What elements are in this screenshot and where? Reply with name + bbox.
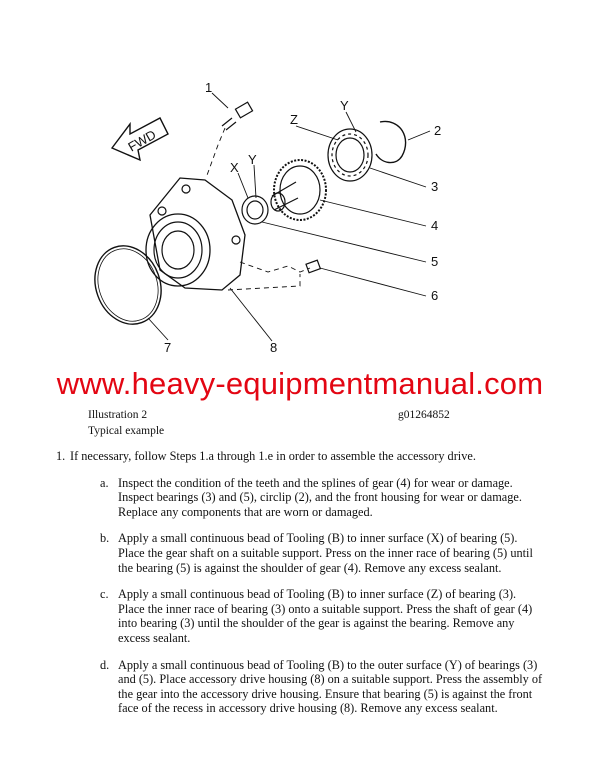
accessory-drive-housing [146, 178, 245, 290]
fwd-label: FWD [125, 126, 159, 155]
step-text: If necessary, follow Steps 1.a through 1.e in order to assemble the accessory drive. [70, 449, 476, 463]
callout-4: 4 [431, 218, 439, 233]
callout-y-lower: Y [248, 152, 257, 167]
substep-d [100, 658, 544, 716]
callout-3: 3 [431, 179, 439, 194]
callout-2: 2 [434, 123, 442, 138]
callout-y-upper: Y [340, 98, 349, 113]
callout-8: 8 [270, 340, 278, 355]
substep-label: c. [100, 587, 109, 602]
substep-label: d. [100, 657, 110, 672]
circlip [376, 121, 406, 162]
graphic-id: g01264852 [398, 409, 450, 421]
substep-b [100, 531, 544, 575]
figure-caption [88, 407, 448, 439]
callout-z: Z [290, 112, 298, 127]
bolt-6 [306, 260, 320, 273]
substep-label: b. [100, 531, 110, 546]
substep-text: Inspect the condition of the teeth and the splines of gear (4) for wear or damage. Inspect bearings (3) and (5), circlip (2), and the front housing for wear or damage. Replace any components that are worn or damaged. [118, 475, 522, 519]
gear-4 [271, 160, 326, 220]
callout-7: 7 [164, 340, 172, 355]
substep-text: Apply a small continuous bead of Tooling (B) to the outer surface (Y) of bearings (3) and (5). Place accessory drive housing (8) on a suitable support. Press the assembly of the gear into the accessory drive housing. Ensure that bearing (5) is against the front face of the recess in accessory drive housing (8). Remove any excess sealant. [118, 657, 543, 716]
step-number: 1. [56, 449, 66, 463]
exploded-view-illustration [0, 0, 600, 370]
callout-1: 1 [205, 80, 213, 95]
watermark-url: www.heavy-equipmentmanual.com [56, 366, 544, 401]
step-1 [56, 449, 544, 464]
illustration-subtitle: Typical example [88, 425, 165, 437]
callout-5: 5 [431, 254, 439, 269]
substep-text: Apply a small continuous bead of Tooling (B) to inner surface (Z) of bearing (3). Place the inner race of bearing (3) onto a suitable support. Press the shaft of gear (4) into bearing (3) until the shoulder of the gear is against the bearing. Remove any excess sealant. [118, 587, 533, 645]
illustration-label: Illustration 2 [88, 409, 148, 421]
procedure [56, 449, 544, 716]
substep-label: a. [100, 475, 109, 490]
substep-text: Apply a small continuous bead of Tooling (B) to inner surface (X) of bearing (5). Place the gear shaft on a suitable support. Press on the inner race of bearing (5) until the bearing (5) is against the shoulder of gear (4). Remove any excess sealant. [118, 531, 533, 575]
callout-x: X [230, 160, 239, 175]
substep-c [100, 587, 544, 645]
bearing-5 [242, 196, 268, 224]
substep-a [100, 476, 544, 520]
o-ring [84, 236, 172, 333]
callout-6: 6 [431, 288, 439, 303]
bearing-3 [328, 129, 372, 181]
